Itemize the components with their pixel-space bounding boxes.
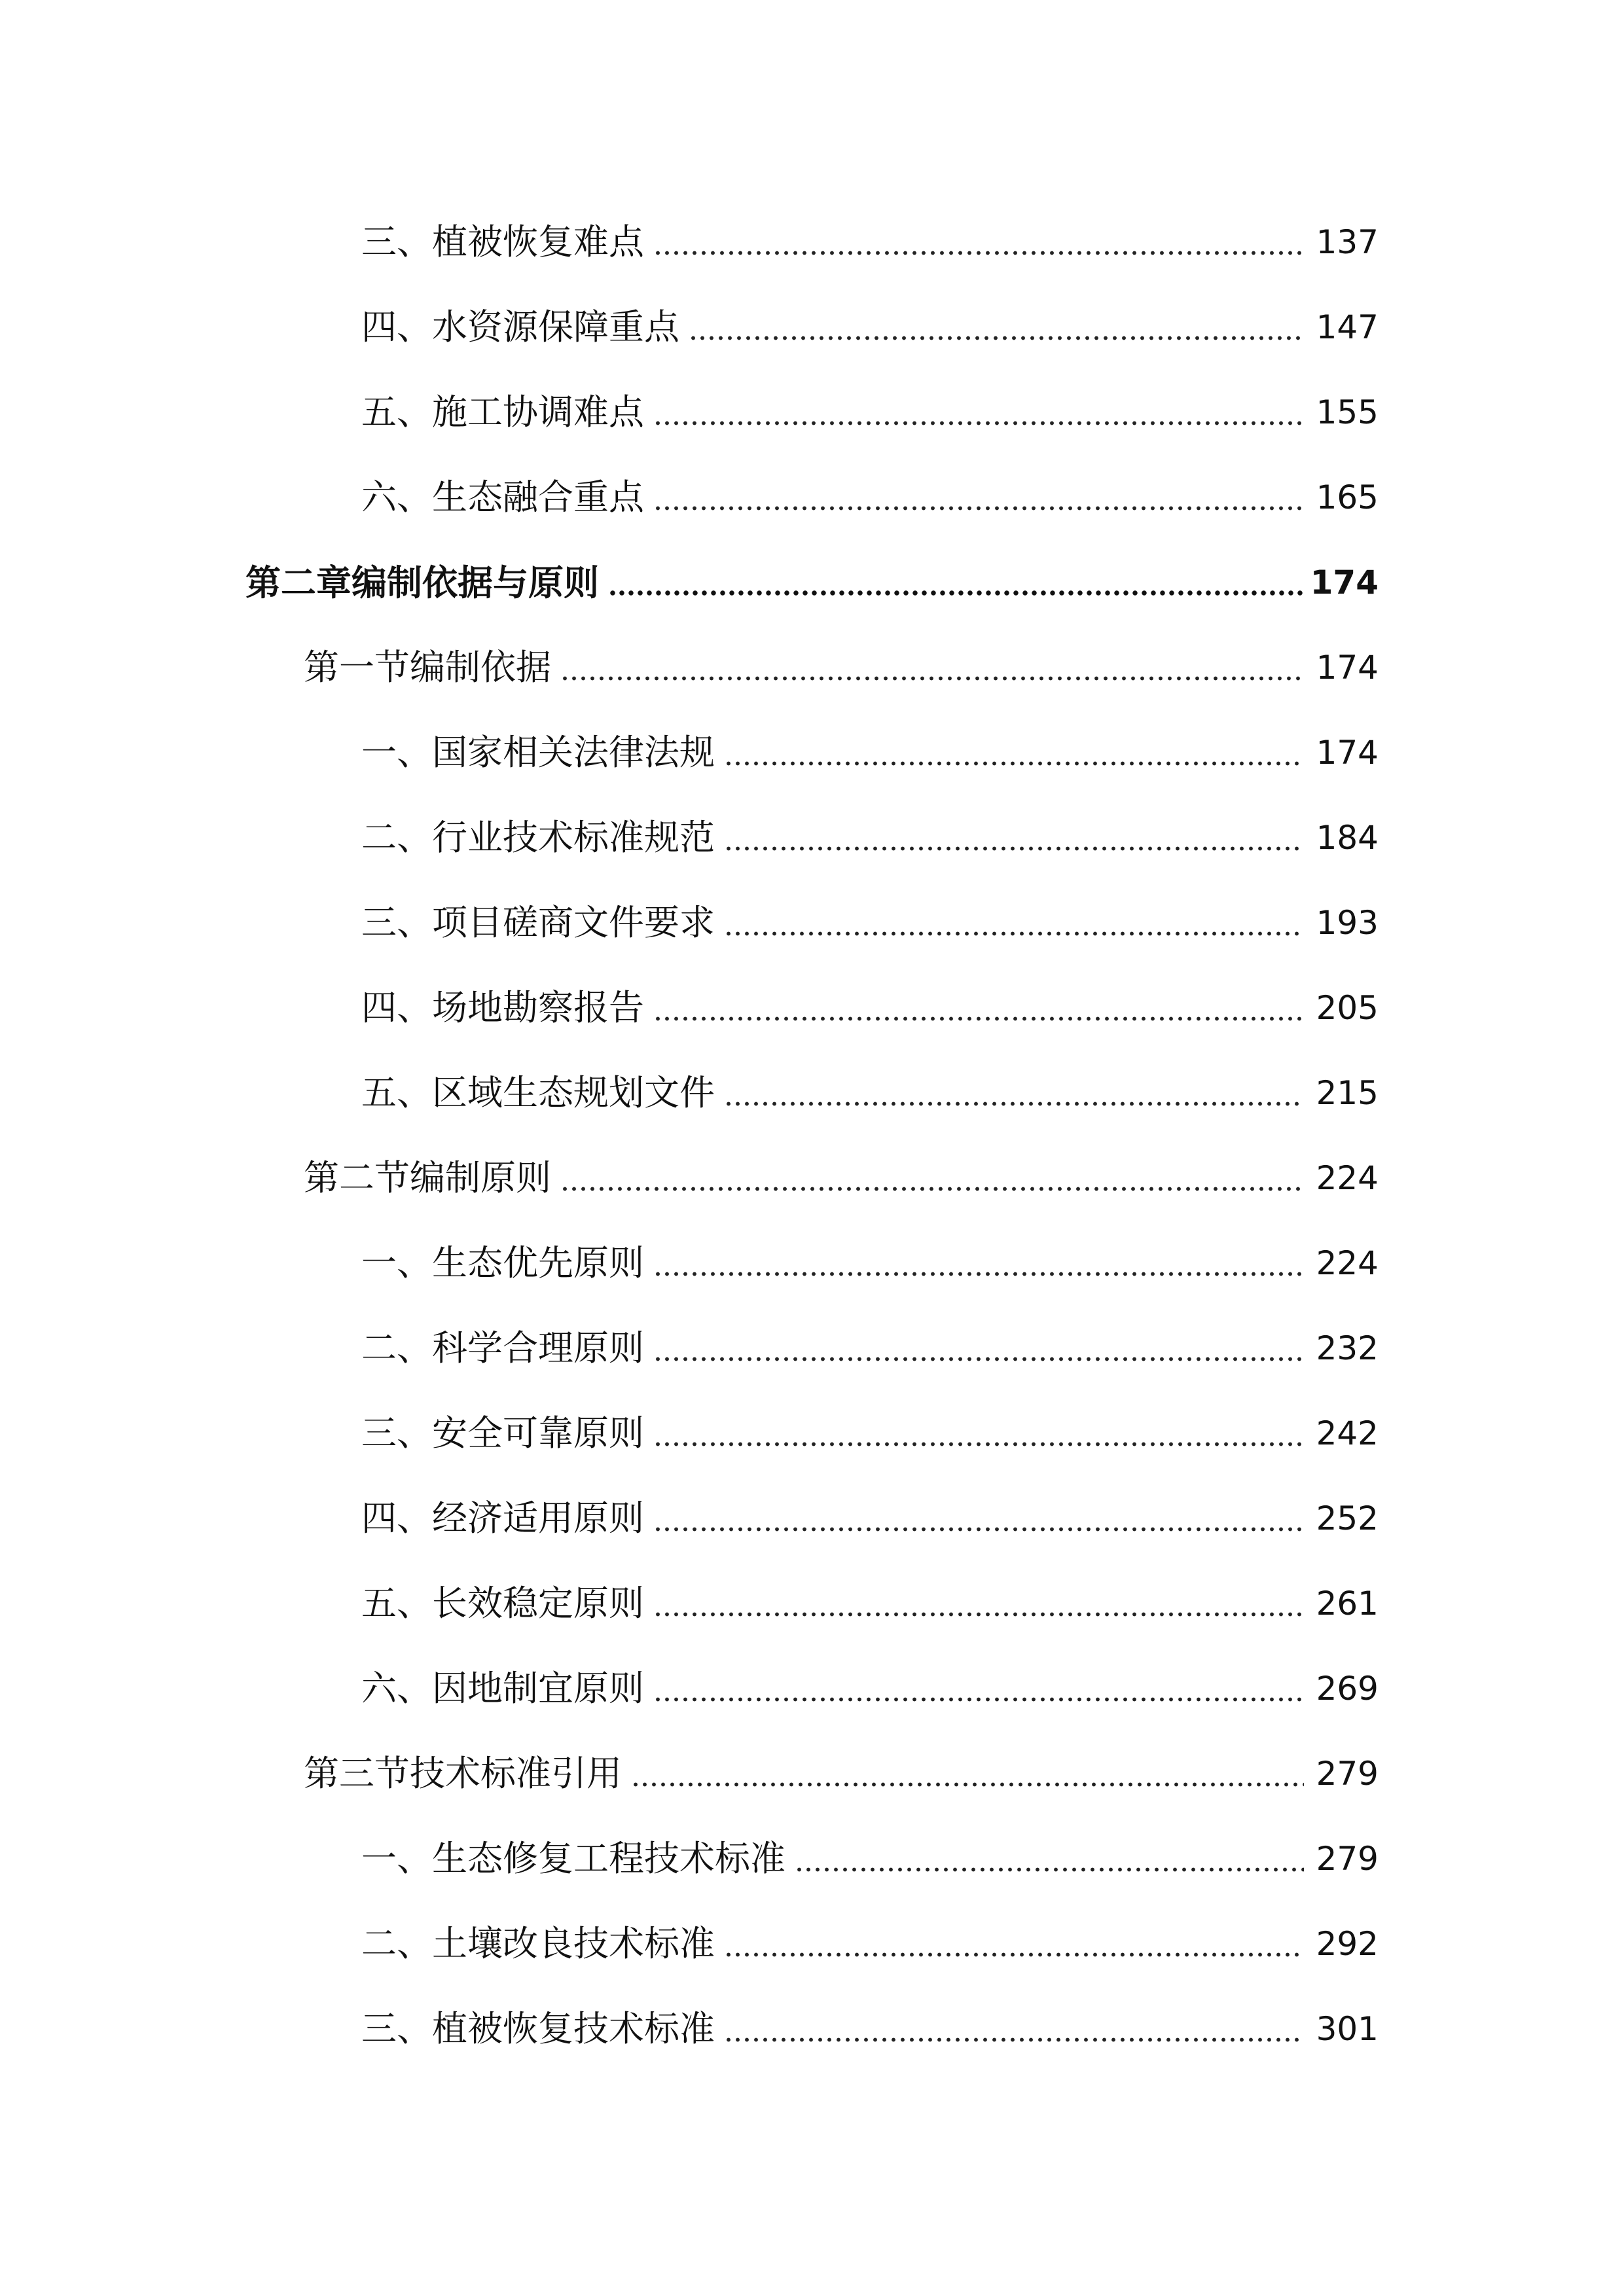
toc-entry[interactable] <box>0 1221 1624 1306</box>
toc-page-number: 252 <box>1316 1499 1379 1537</box>
toc-entry-title: 四、场地勘察报告 <box>361 987 644 1028</box>
toc-dot-leader <box>653 391 1304 433</box>
toc-entry-title: 一、国家相关法律法规 <box>361 732 715 773</box>
toc-entry[interactable] <box>0 455 1624 540</box>
toc-entry-title: 三、项目磋商文件要求 <box>361 902 715 943</box>
toc-page-number: 174 <box>1310 564 1379 601</box>
toc-entry[interactable] <box>0 1816 1624 1901</box>
table-of-contents <box>0 200 1624 2072</box>
toc-page-number: 269 <box>1316 1670 1379 1708</box>
toc-entry[interactable] <box>0 1050 1624 1136</box>
toc-page-number: 279 <box>1316 1840 1379 1878</box>
toc-entry-title: 第一节编制依据 <box>304 647 551 688</box>
toc-dot-leader <box>653 1412 1304 1454</box>
toc-page-number: 232 <box>1316 1329 1379 1367</box>
toc-entry-title: 五、长效稳定原则 <box>361 1583 644 1624</box>
toc-dot-leader <box>724 2008 1304 2050</box>
toc-dot-leader <box>653 221 1304 263</box>
toc-page-number: 205 <box>1316 989 1379 1027</box>
toc-page-number: 193 <box>1316 904 1379 942</box>
toc-entry[interactable] <box>0 1391 1624 1476</box>
toc-page-number: 301 <box>1316 2010 1379 2048</box>
toc-entry-title: 一、生态优先原则 <box>361 1242 644 1283</box>
toc-entry-title: 五、施工协调难点 <box>361 391 644 433</box>
toc-entry-title: 六、因地制宜原则 <box>361 1668 644 1709</box>
toc-page-number: 292 <box>1316 1925 1379 1963</box>
toc-entry-title: 五、区域生态规划文件 <box>361 1072 715 1113</box>
toc-entry-title: 三、安全可靠原则 <box>361 1412 644 1454</box>
toc-dot-leader <box>653 1668 1304 1710</box>
toc-page-number: 137 <box>1316 223 1379 261</box>
toc-section-entry[interactable] <box>0 1136 1624 1221</box>
toc-dot-leader <box>560 1157 1304 1199</box>
toc-dot-leader <box>653 1583 1304 1624</box>
toc-page-number: 174 <box>1316 649 1379 687</box>
toc-entry[interactable] <box>0 1646 1624 1731</box>
toc-entry[interactable] <box>0 880 1624 965</box>
toc-entry-title: 一、生态修复工程技术标准 <box>361 1838 785 1879</box>
toc-page-number: 174 <box>1316 734 1379 772</box>
toc-dot-leader <box>724 1923 1304 1965</box>
toc-page-number: 242 <box>1316 1414 1379 1452</box>
toc-entry[interactable] <box>0 1986 1624 2072</box>
toc-entry-title: 第二章编制依据与原则 <box>245 562 599 603</box>
toc-dot-leader <box>608 562 1304 603</box>
toc-entry[interactable] <box>0 710 1624 795</box>
toc-page-number: 215 <box>1316 1074 1379 1112</box>
toc-entry-title: 第三节技术标准引用 <box>304 1753 622 1794</box>
toc-page-number: 155 <box>1316 393 1379 431</box>
toc-page-number: 279 <box>1316 1755 1379 1793</box>
toc-chapter-entry[interactable] <box>0 540 1624 625</box>
toc-entry-title: 二、土壤改良技术标准 <box>361 1923 715 1964</box>
toc-entry[interactable] <box>0 1561 1624 1646</box>
toc-page-number: 261 <box>1316 1585 1379 1623</box>
toc-page-number: 224 <box>1316 1244 1379 1282</box>
toc-entry[interactable] <box>0 1306 1624 1391</box>
toc-entry-title: 第二节编制原则 <box>304 1157 551 1198</box>
toc-page-number: 184 <box>1316 819 1379 857</box>
toc-entry-title: 三、植被恢复难点 <box>361 221 644 262</box>
toc-entry[interactable] <box>0 965 1624 1050</box>
toc-dot-leader <box>795 1838 1304 1880</box>
toc-entry[interactable] <box>0 1901 1624 1986</box>
toc-section-entry[interactable] <box>0 625 1624 710</box>
toc-dot-leader <box>653 1327 1304 1369</box>
toc-dot-leader <box>653 476 1304 518</box>
toc-section-entry[interactable] <box>0 1731 1624 1816</box>
toc-dot-leader <box>560 647 1304 689</box>
toc-entry-title: 二、行业技术标准规范 <box>361 817 715 858</box>
toc-page-number: 224 <box>1316 1159 1379 1197</box>
toc-dot-leader <box>724 732 1304 774</box>
toc-entry-title: 三、植被恢复技术标准 <box>361 2008 715 2049</box>
toc-page-number: 165 <box>1316 478 1379 516</box>
toc-entry[interactable] <box>0 285 1624 370</box>
toc-entry[interactable] <box>0 1476 1624 1561</box>
toc-dot-leader <box>653 1498 1304 1539</box>
toc-entry-title: 二、科学合理原则 <box>361 1327 644 1369</box>
toc-entry[interactable] <box>0 200 1624 285</box>
toc-dot-leader <box>653 987 1304 1029</box>
toc-entry[interactable] <box>0 370 1624 455</box>
toc-dot-leader <box>689 306 1304 348</box>
toc-entry-title: 四、经济适用原则 <box>361 1498 644 1539</box>
toc-dot-leader <box>724 817 1304 859</box>
toc-page-number: 147 <box>1316 308 1379 346</box>
toc-dot-leader <box>631 1753 1304 1795</box>
toc-entry[interactable] <box>0 795 1624 880</box>
toc-dot-leader <box>653 1242 1304 1284</box>
toc-dot-leader <box>724 902 1304 944</box>
toc-entry-title: 六、生态融合重点 <box>361 476 644 518</box>
toc-dot-leader <box>724 1072 1304 1114</box>
toc-entry-title: 四、水资源保障重点 <box>361 306 679 348</box>
